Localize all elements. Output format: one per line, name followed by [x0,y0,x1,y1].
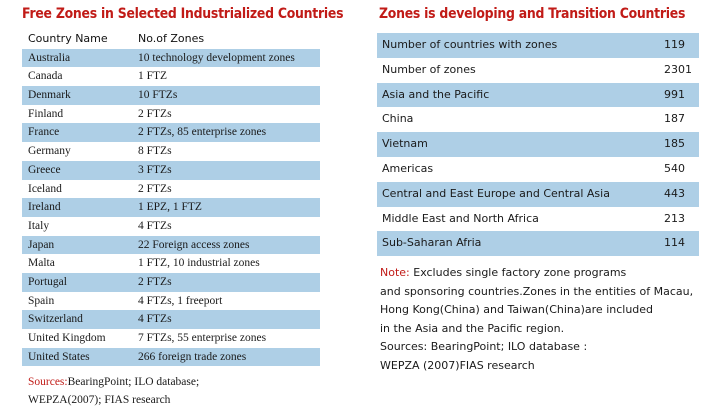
zone-count: 4 FTZs [138,219,172,232]
country-name: Italy [28,219,50,232]
row-value: 114 [664,236,685,250]
row-label: Central and East Europe and Central Asia [382,186,610,200]
note-text: and sponsoring countries.Zones in the entities of Macau, [380,284,694,298]
row-value: 540 [664,161,685,175]
row-value: 119 [664,38,685,51]
country-name: Canada [28,70,63,83]
zone-count: 1 FTZ [138,70,168,83]
note-text: Excludes single factory zone programs [409,266,627,279]
table-row [22,254,320,273]
zone-count: 1 EPZ, 1 FTZ [138,201,202,214]
country-name: Greece [28,163,61,176]
right-table-title: Zones is developing and Transition Countries [379,6,686,22]
row-value: 185 [664,137,685,151]
table-row [22,310,320,329]
zone-count: 1 FTZ, 10 industrial zones [138,257,260,270]
row-value: 2301 [664,62,692,76]
country-name: Iceland [28,182,62,195]
note-text: in the Asia and the Pacific region. [380,321,565,335]
row-label: Number of zones [382,62,476,76]
column-header-country: Country Name [28,32,108,45]
sources-label: Sources: [28,376,68,388]
zone-count: 2 FTZs [138,182,172,195]
country-name: Germany [28,145,71,158]
table-row [22,123,320,142]
country-name: Australia [28,51,71,64]
country-name: France [28,126,60,139]
zone-count: 8 FTZs [138,145,172,158]
table-row [377,107,699,132]
table-row [377,83,699,108]
table-row [22,142,320,161]
table-row [22,273,320,292]
zone-count: 2 FTZs [138,275,172,288]
zone-count: 22 Foreign access zones [138,238,250,251]
right-note [380,264,693,375]
zone-count: 266 foreign trade zones [138,350,247,363]
table-row [377,33,699,58]
note-label: Note: [380,266,410,279]
column-header-zones: No.of Zones [138,32,205,45]
country-name: Ireland [28,201,61,214]
zone-count: 2 FTZs, 85 enterprise zones [138,126,267,139]
table-row [22,180,320,199]
sources-text-continued: WEPZA(2007); FIAS research [28,394,171,406]
row-label: Middle East and North Africa [382,211,539,225]
table-row [22,217,320,236]
row-value: 991 [664,87,685,101]
table-row [22,329,320,348]
country-name: Malta [28,257,55,270]
table-row [22,161,320,180]
row-label: Asia and the Pacific [382,87,490,101]
note-text: Hong Kong(China) and Taiwan(China)are included [380,303,654,316]
table-row [377,182,699,207]
zone-count: 10 FTZs [138,89,178,102]
table-row [22,198,320,217]
table-row [22,105,320,124]
country-name: Denmark [28,89,71,102]
note-sources: Sources: BearingPoint; ILO database : [380,340,588,353]
zone-count: 10 technology development zones [138,51,295,64]
table-row [22,67,320,86]
note-sources: WEPZA (2007)FIAS research [380,358,535,372]
country-name: United Kingdom [28,332,106,344]
country-name: United States [28,350,90,363]
row-value: 443 [664,186,685,200]
sources-text: BearingPoint; ILO database; [67,376,200,388]
left-table-title: Free Zones in Selected Industrialized Countries [22,6,344,22]
zone-count: 3 FTZs [138,163,172,176]
table-row [22,348,320,367]
table-row [377,132,699,157]
table-header [22,30,320,49]
zone-count: 4 FTZs [138,313,172,326]
row-label: Sub-Saharan Afria [382,236,482,250]
row-value: 187 [664,112,685,126]
table-row [22,292,320,311]
country-name: Japan [28,238,55,251]
table-row [22,86,320,105]
country-name: Finland [28,107,64,120]
zone-count: 2 FTZs [138,107,172,120]
developing-zones-table [377,33,699,256]
row-label: China [382,112,414,126]
country-name: Portugal [28,275,67,288]
row-label: Americas [382,161,434,175]
table-row [377,231,699,256]
table-row [377,207,699,232]
row-label: Vietnam [382,137,428,151]
row-label: Number of countries with zones [382,38,558,51]
table-row [377,58,699,83]
table-row [22,236,320,255]
table-row [22,49,320,68]
country-name: Switzerland [28,313,83,326]
table-row [377,157,699,182]
country-name: Spain [28,294,55,307]
zone-count: 4 FTZs, 1 freeport [138,294,223,307]
zone-count: 7 FTZs, 55 enterprise zones [138,332,267,344]
left-sources [28,373,199,409]
row-value: 213 [664,211,685,225]
industrialized-zones-table [22,30,320,366]
